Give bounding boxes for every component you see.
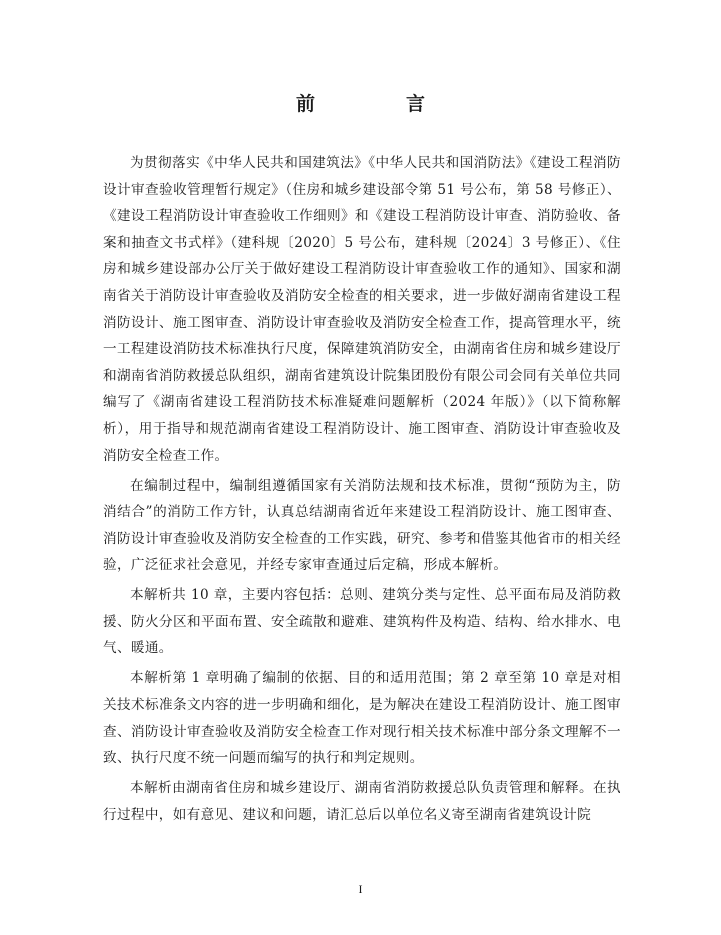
- paragraph-contents: 本解析共 10 章，主要内容包括：总则、建筑分类与定性、总平面布局及消防救援、防火分区和平面布置、安全疏散和避难、建筑构件及构造、结构、给水排水、电气、暖通。: [103, 587, 621, 657]
- page-title: 前 言: [295, 93, 461, 115]
- paragraph-process: 在编制过程中，编制组遵循国家有关消防法规和技术标准，贯彻“预防为主，防消结合”的消防工作方针，认真总结湖南省近年来建设工程消防设计、施工图审查、消防设计审查验收及消防安全检查的工作实践，研究、参考和借鉴其他省市的相关经验，广泛征求社会意见，并经专家审查通过后定稿，形成本解析。: [103, 477, 621, 574]
- paragraph-purpose: 为贯彻落实《中华人民共和国建筑法》《中华人民共和国消防法》《建设工程消防设计审查验收管理暂行规定》（住房和城乡建设部令第 51 号公布，第 58 号修正）、《建设工程消防设计审查验收工作细则》和《建设工程消防设计审查、消防验收、备案和抽查文书式样》（建科规〔2020〕5 号公布，建科规〔2024〕3 号修正）、《住房和城乡建设部办公厅关于做好建设工程消防设计审查验收工作的通知》、国家和湖南省关于消防设计审查验收及消防安全检查的相关要求，进一步做好湖南省建设工程消防设计、施工图审查、消防设计审查验收及消防安全检查工作，提高管理水平，统一工程建设消防技术标准执行尺度，保障建筑消防安全，由湖南省住房和城乡建设厅和湖南省消防救援总队组织，湖南省建筑设计院集团股份有限公司会同有关单位共同编写了《湖南省建设工程消防技术标准疑难问题解析（2024 年版）》（以下简称解析），用于指导和规范湖南省建设工程消防设计、施工图审查、消防设计审查验收及消防安全检查工作。: [103, 155, 621, 464]
- paragraph-chapters: 本解析第 1 章明确了编制的依据、目的和适用范围；第 2 章至第 10 章是对相关技术标准条文内容的进一步明确和细化，是为解决在建设工程消防设计、施工图审查、消防设计审查验收及消防安全检查工作对现行相关技术标准中部分条文理解不一致、执行尺度不统一问题而编写的执行和判定规则。: [103, 670, 621, 767]
- paragraph-management: 本解析由湖南省住房和城乡建设厅、湖南省消防救援总队负责管理和解释。在执行过程中，如有意见、建议和问题，请汇总后以单位名义寄至湖南省建筑设计院: [103, 780, 621, 823]
- page-number: I: [358, 882, 363, 896]
- document-body: [103, 150, 621, 828]
